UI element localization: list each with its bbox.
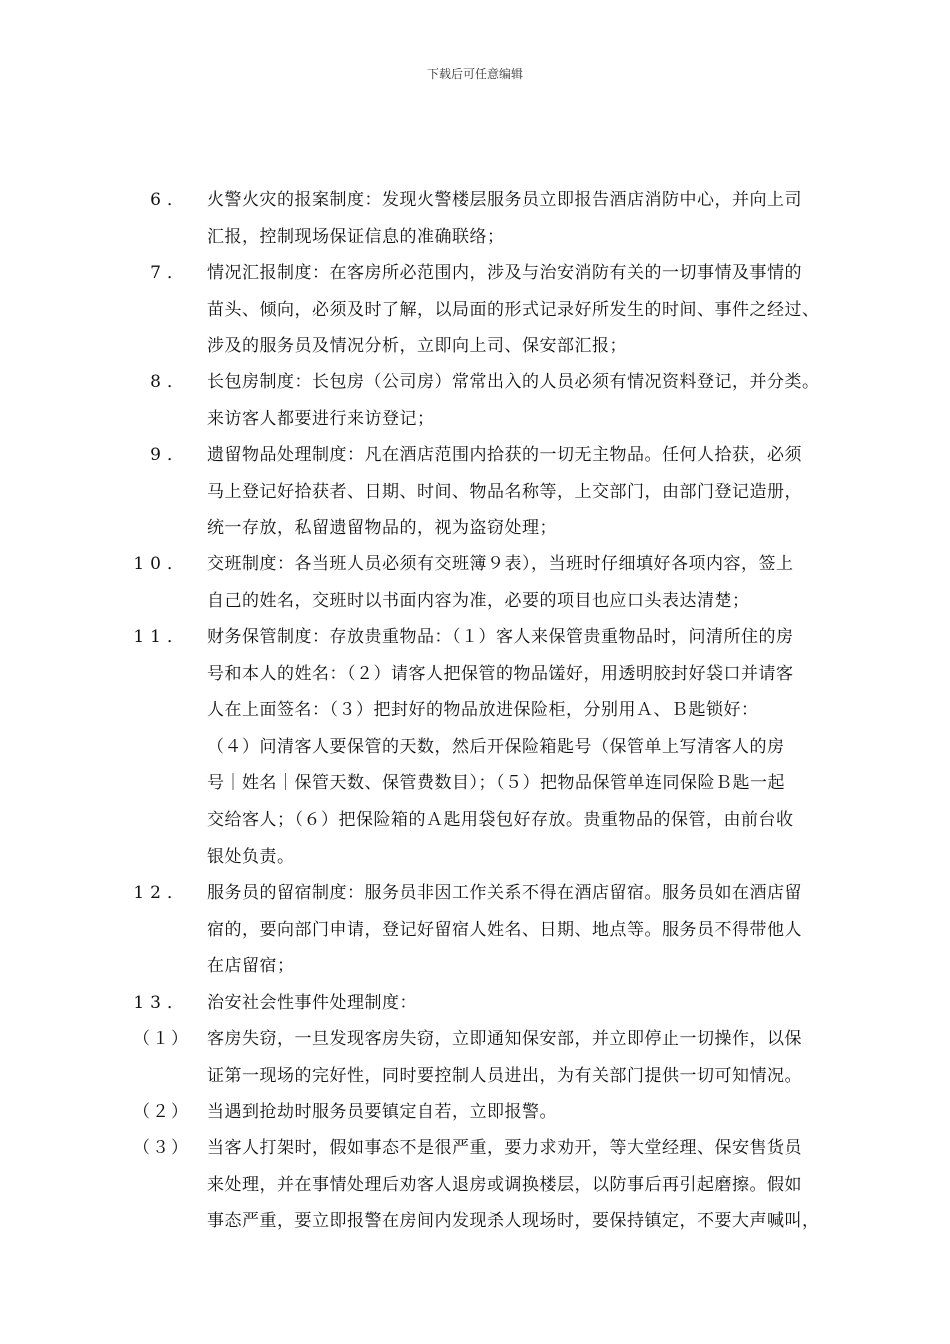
- item-line: 服务员的留宿制度：服务员非因工作关系不得在酒店留宿。服务员如在酒店留: [207, 883, 802, 903]
- item-line: 来处理，并在事情处理后劝客人退房或调换楼层，以防事后再引起磨擦。假如: [207, 1175, 802, 1195]
- item-line: 在店留宿；: [207, 956, 295, 976]
- item-number: 10．: [133, 554, 190, 574]
- item-number: 13．: [133, 993, 190, 1013]
- item-line: （４）问清客人要保管的天数，然后开保险箱匙号（保管单上写清客人的房: [207, 737, 785, 757]
- item-number: 9．: [150, 445, 190, 465]
- item-line: 交给客人；（６）把保险箱的Ａ匙用袋包好存放。贵重物品的保管，由前台收: [207, 810, 794, 830]
- item-line: 苗头、倾向，必须及时了解，以局面的形式记录好所发生的时间、事件之经过、: [207, 300, 820, 320]
- item-line: 宿的，要向部门申请，登记好留宿人姓名、日期、地点等。服务员不得带他人: [207, 920, 802, 940]
- item-line: 证第一现场的完好性，同时要控制人员进出，为有关部门提供一切可知情况。: [207, 1066, 802, 1086]
- item-number: 11．: [133, 627, 190, 647]
- item-line: 火警火灾的报案制度：发现火警楼层服务员立即报告酒店消防中心，并向上司: [207, 190, 802, 210]
- item-line: 遗留物品处理制度：凡在酒店范围内拾获的一切无主物品。任何人拾获，必须: [207, 445, 802, 465]
- item-line: 财务保管制度：存放贵重物品：（１）客人来保管贵重物品时，问清所住的房: [207, 627, 794, 647]
- item-line: 情况汇报制度：在客房所必范围内，涉及与治安消防有关的一切事情及事情的: [207, 263, 802, 283]
- item-line: 事态严重，要立即报警在房间内发现杀人现场时，要保持镇定，不要大声喊叫，: [207, 1211, 820, 1231]
- item-line: 号和本人的姓名：（２）请客人把保管的物品馐好，用透明胶封好袋口并请客: [207, 664, 794, 684]
- item-number: （１）: [133, 1029, 190, 1049]
- item-line: 自己的姓名，交班时以书面内容为准，必要的项目也应口头表达清楚；: [207, 591, 750, 611]
- item-line: 人在上面签名：（３）把封好的物品放进保险柜，分别用Ａ、Ｂ匙锁好：: [207, 700, 759, 720]
- item-number: 8．: [150, 372, 190, 392]
- item-line: 治安社会性事件处理制度：: [207, 993, 417, 1013]
- item-line: 客房失窃，一旦发现客房失窃，立即通知保安部，并立即停止一切操作，以保: [207, 1029, 802, 1049]
- item-line: 当客人打架时，假如事态不是很严重，要力求劝开，等大堂经理、保安售货员: [207, 1138, 802, 1158]
- item-line: 来访客人都要进行来访登记；: [207, 409, 435, 429]
- item-number: 7．: [150, 263, 190, 283]
- item-line: 银处负责。: [207, 847, 295, 867]
- item-line: 当遇到抢劫时服务员要镇定自若，立即报警。: [207, 1102, 557, 1122]
- item-line: 马上登记好拾获者、日期、时间、物品名称等，上交部门，由部门登记造册，: [207, 482, 802, 502]
- item-number: （３）: [133, 1138, 190, 1158]
- item-line: 交班制度：各当班人员必须有交班簿９表），当班时仔细填好各项内容，签上: [207, 554, 794, 574]
- item-number: 12．: [133, 883, 190, 903]
- item-line: 汇报，控制现场保证信息的准确联络；: [207, 227, 505, 247]
- item-line: 涉及的服务员及情况分析，立即向上司、保安部汇报；: [207, 336, 627, 356]
- item-line: 号｜姓名｜保管天数、保管费数目）；（５）把物品保管单连同保险Ｂ匙一起: [207, 773, 785, 793]
- item-line: 统一存放，私留遗留物品的，视为盗窃处理；: [207, 518, 557, 538]
- item-number: 6．: [150, 190, 190, 210]
- item-line: 长包房制度：长包房（公司房）常常出入的人员必须有情况资料登记，并分类。: [207, 372, 820, 392]
- item-number: （２）: [133, 1102, 190, 1122]
- page-header: 下载后可任意编辑: [426, 67, 523, 81]
